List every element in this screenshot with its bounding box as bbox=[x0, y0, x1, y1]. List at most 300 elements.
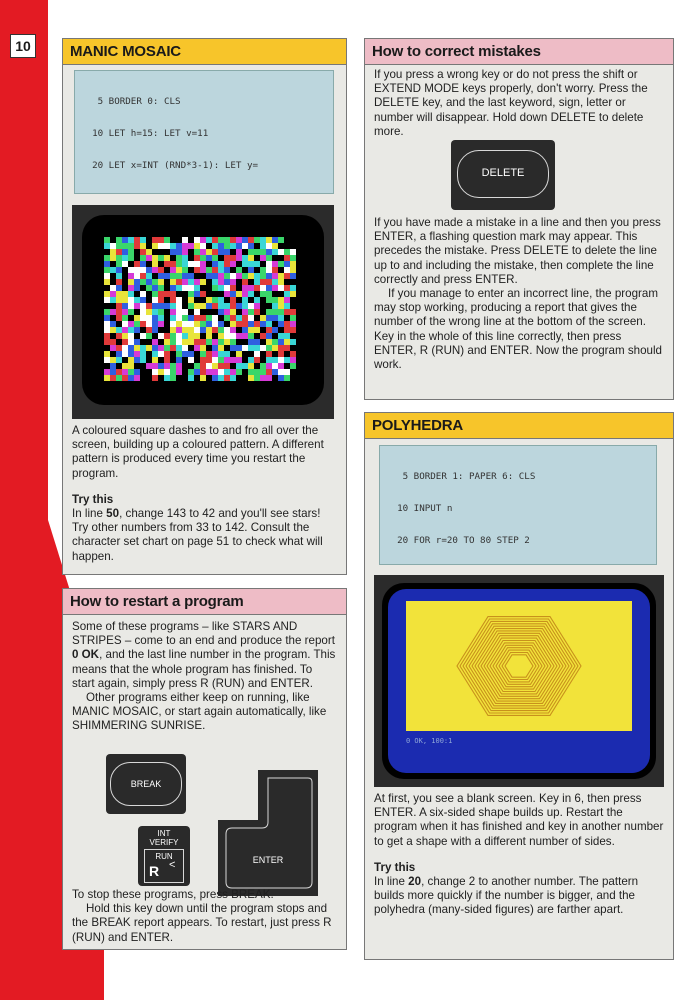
mosaic-square bbox=[248, 237, 254, 243]
mosaic-square bbox=[116, 333, 122, 339]
mosaic-square bbox=[128, 273, 134, 279]
mosaic-square bbox=[158, 333, 164, 339]
mosaic-square bbox=[272, 267, 278, 273]
mosaic-square bbox=[176, 315, 182, 321]
mosaic-square bbox=[290, 291, 296, 297]
mosaic-square bbox=[260, 285, 266, 291]
mosaic-square bbox=[194, 237, 200, 243]
mosaic-square bbox=[140, 249, 146, 255]
mosaic-square bbox=[224, 249, 230, 255]
mosaic-square bbox=[104, 267, 110, 273]
mosaic-square bbox=[164, 363, 170, 369]
mosaic-square bbox=[272, 279, 278, 285]
mosaic-square bbox=[134, 357, 140, 363]
mosaic-square bbox=[104, 291, 110, 297]
mosaic-square bbox=[236, 351, 242, 357]
mosaic-square bbox=[158, 273, 164, 279]
mosaic-square bbox=[140, 267, 146, 273]
mosaic-square bbox=[176, 321, 182, 327]
mosaic-square bbox=[236, 303, 242, 309]
mosaic-square bbox=[116, 357, 122, 363]
mosaic-square bbox=[200, 237, 206, 243]
mosaic-square bbox=[194, 255, 200, 261]
mosaic-square bbox=[182, 315, 188, 321]
mosaic-square bbox=[218, 279, 224, 285]
mosaic-square bbox=[218, 363, 224, 369]
mosaic-square bbox=[290, 267, 296, 273]
mosaic-square bbox=[284, 333, 290, 339]
mosaic-square bbox=[140, 279, 146, 285]
delete-key-face: DELETE bbox=[457, 150, 549, 198]
mosaic-square bbox=[200, 339, 206, 345]
mosaic-square bbox=[122, 351, 128, 357]
mosaic-square bbox=[170, 261, 176, 267]
mosaic-square bbox=[260, 279, 266, 285]
mosaic-square bbox=[230, 273, 236, 279]
mosaic-square bbox=[200, 321, 206, 327]
mosaic-square bbox=[140, 297, 146, 303]
mosaic-square bbox=[146, 303, 152, 309]
mosaic-square bbox=[236, 345, 242, 351]
mosaic-square bbox=[230, 357, 236, 363]
mosaic-square bbox=[248, 345, 254, 351]
mosaic-square bbox=[134, 237, 140, 243]
mosaic-square bbox=[290, 321, 296, 327]
polyhedra-drawing bbox=[382, 583, 656, 779]
mosaic-square bbox=[170, 291, 176, 297]
mosaic-square bbox=[188, 321, 194, 327]
mosaic-square bbox=[242, 345, 248, 351]
mosaic-square bbox=[164, 339, 170, 345]
mosaic-square bbox=[146, 279, 152, 285]
mosaic-square bbox=[248, 243, 254, 249]
mosaic-square bbox=[248, 255, 254, 261]
mosaic-square bbox=[224, 375, 230, 381]
mosaic-square bbox=[254, 297, 260, 303]
restart-p4: Hold this key down until the program stops and the BREAK report appears. To restart, just press R (RUN) and ENTER. bbox=[72, 902, 332, 944]
mosaic-square bbox=[194, 363, 200, 369]
mosaic-square bbox=[266, 261, 272, 267]
mosaic-square bbox=[152, 345, 158, 351]
mosaic-square bbox=[152, 363, 158, 369]
mosaic-square bbox=[182, 321, 188, 327]
mosaic-square bbox=[128, 255, 134, 261]
mosaic-square bbox=[170, 363, 176, 369]
mosaic-square bbox=[140, 351, 146, 357]
mosaic-square bbox=[182, 279, 188, 285]
mosaic-square bbox=[218, 327, 224, 333]
mosaic-square bbox=[248, 285, 254, 291]
mosaic-square bbox=[224, 279, 230, 285]
mosaic-square bbox=[278, 285, 284, 291]
mosaic-square bbox=[206, 327, 212, 333]
mosaic-square bbox=[212, 273, 218, 279]
mosaic-square bbox=[218, 339, 224, 345]
mosaic-square bbox=[278, 237, 284, 243]
mosaic-square bbox=[200, 369, 206, 375]
mosaic-square bbox=[140, 273, 146, 279]
mosaic-square bbox=[188, 273, 194, 279]
mosaic-square bbox=[278, 357, 284, 363]
mosaic-square bbox=[266, 279, 272, 285]
mosaic-square bbox=[272, 303, 278, 309]
mosaic-square bbox=[164, 237, 170, 243]
mosaic-square bbox=[110, 249, 116, 255]
mosaic-square bbox=[194, 261, 200, 267]
mosaic-square bbox=[224, 339, 230, 345]
mosaic-square bbox=[260, 369, 266, 375]
mosaic-square bbox=[116, 351, 122, 357]
mosaic-square bbox=[236, 291, 242, 297]
mosaic-square bbox=[152, 261, 158, 267]
mosaic-square bbox=[218, 237, 224, 243]
polyhedra-text bbox=[374, 792, 666, 918]
mosaic-square bbox=[290, 255, 296, 261]
mosaic-square bbox=[278, 363, 284, 369]
mosaic-square bbox=[284, 345, 290, 351]
mosaic-square bbox=[266, 375, 272, 381]
r-run-key bbox=[138, 826, 190, 886]
mosaic-square bbox=[278, 303, 284, 309]
mosaic-square bbox=[260, 255, 266, 261]
mosaic-square bbox=[224, 333, 230, 339]
mosaic-square bbox=[224, 351, 230, 357]
mosaic-square bbox=[146, 327, 152, 333]
mosaic-square bbox=[176, 345, 182, 351]
mosaic-square bbox=[122, 249, 128, 255]
mosaic-square bbox=[284, 285, 290, 291]
mosaic-square bbox=[116, 297, 122, 303]
mosaic-square bbox=[200, 363, 206, 369]
mosaic-square bbox=[248, 261, 254, 267]
mosaic-square bbox=[254, 351, 260, 357]
mosaic-square bbox=[242, 243, 248, 249]
mosaic-square bbox=[158, 345, 164, 351]
mosaic-square bbox=[128, 339, 134, 345]
mosaic-square bbox=[110, 345, 116, 351]
mosaic-square bbox=[152, 279, 158, 285]
mosaic-square bbox=[266, 351, 272, 357]
mosaic-square bbox=[206, 351, 212, 357]
mistakes-title: How to correct mistakes bbox=[365, 39, 673, 65]
mosaic-square bbox=[164, 291, 170, 297]
mosaic-square bbox=[242, 315, 248, 321]
mosaic-square bbox=[248, 273, 254, 279]
mosaic-square bbox=[278, 309, 284, 315]
polyhedra-try-text: In line 20, change 2 to another number. The pattern builds more quickly if the number is bigger, and the polyhedra (many-sided figures) are farther apart. bbox=[374, 875, 639, 917]
mosaic-square bbox=[230, 261, 236, 267]
mosaic-square bbox=[170, 243, 176, 249]
mosaic-square bbox=[176, 351, 182, 357]
mosaic-square bbox=[158, 291, 164, 297]
mosaic-square bbox=[176, 285, 182, 291]
listing-line: 10 INPUT n bbox=[386, 502, 453, 514]
mosaic-square bbox=[242, 291, 248, 297]
mosaic-square bbox=[260, 321, 266, 327]
mosaic-square bbox=[212, 243, 218, 249]
mosaic-square bbox=[146, 255, 152, 261]
mosaic-square bbox=[260, 243, 266, 249]
mosaic-square bbox=[134, 315, 140, 321]
mosaic-square bbox=[164, 255, 170, 261]
manic-mosaic-description: A coloured square dashes to and fro all over the screen, building up a coloured pattern. A different pattern is produced every time you restart the program. bbox=[72, 424, 324, 480]
mosaic-square bbox=[122, 315, 128, 321]
mosaic-square bbox=[140, 303, 146, 309]
mosaic-square bbox=[152, 297, 158, 303]
mosaic-square bbox=[212, 303, 218, 309]
mosaic-square bbox=[200, 291, 206, 297]
mosaic-square bbox=[272, 363, 278, 369]
mosaic-square bbox=[242, 321, 248, 327]
mosaic-square bbox=[230, 279, 236, 285]
mosaic-square bbox=[170, 309, 176, 315]
enter-key bbox=[218, 770, 318, 896]
mosaic-square bbox=[170, 249, 176, 255]
mosaic-square bbox=[212, 261, 218, 267]
break-key bbox=[106, 754, 186, 814]
mosaic-square bbox=[134, 261, 140, 267]
mosaic-square bbox=[266, 321, 272, 327]
manic-mosaic-listing bbox=[74, 70, 334, 194]
mosaic-square bbox=[230, 237, 236, 243]
mosaic-square bbox=[290, 273, 296, 279]
r-key-run: RUN bbox=[155, 852, 173, 861]
mosaic-square bbox=[194, 285, 200, 291]
mosaic-square bbox=[224, 315, 230, 321]
mosaic-square bbox=[128, 267, 134, 273]
mosaic-square bbox=[278, 345, 284, 351]
mosaic-square bbox=[182, 285, 188, 291]
mosaic-square bbox=[224, 309, 230, 315]
mosaic-square bbox=[200, 279, 206, 285]
mosaic-square bbox=[236, 273, 242, 279]
mosaic-square bbox=[110, 339, 116, 345]
mosaic-square bbox=[272, 243, 278, 249]
mosaic-square bbox=[188, 279, 194, 285]
mosaic-square bbox=[176, 303, 182, 309]
mosaic-square bbox=[242, 297, 248, 303]
mosaic-square bbox=[230, 375, 236, 381]
mosaic-square bbox=[266, 285, 272, 291]
mosaic-square bbox=[122, 375, 128, 381]
mosaic-square bbox=[140, 237, 146, 243]
mosaic-square bbox=[212, 255, 218, 261]
mosaic-square bbox=[134, 297, 140, 303]
r-key-int: INT bbox=[157, 829, 171, 838]
mosaic-square bbox=[134, 327, 140, 333]
mosaic-square bbox=[242, 279, 248, 285]
mosaic-square bbox=[266, 327, 272, 333]
mosaic-square bbox=[134, 273, 140, 279]
mosaic-square bbox=[146, 315, 152, 321]
mosaic-square bbox=[254, 339, 260, 345]
mosaic-square bbox=[104, 255, 110, 261]
mosaic-square bbox=[242, 237, 248, 243]
mosaic-square bbox=[152, 327, 158, 333]
mosaic-square bbox=[242, 333, 248, 339]
mosaic-square bbox=[176, 363, 182, 369]
mosaic-square bbox=[104, 321, 110, 327]
mosaic-square bbox=[152, 357, 158, 363]
mosaic-square bbox=[212, 327, 218, 333]
mosaic-square bbox=[116, 273, 122, 279]
restart-title: How to restart a program bbox=[63, 589, 346, 615]
mosaic-square bbox=[164, 369, 170, 375]
page-edge-band bbox=[0, 0, 48, 1000]
mosaic-square bbox=[134, 345, 140, 351]
mosaic-square bbox=[272, 297, 278, 303]
mosaic-square bbox=[176, 261, 182, 267]
mosaic-square bbox=[200, 375, 206, 381]
mosaic-square bbox=[188, 333, 194, 339]
mosaic-square bbox=[224, 369, 230, 375]
mosaic-square bbox=[128, 297, 134, 303]
mosaic-square bbox=[200, 345, 206, 351]
mosaic-square bbox=[248, 249, 254, 255]
mosaic-square bbox=[248, 327, 254, 333]
mosaic-square bbox=[140, 345, 146, 351]
mosaic-square bbox=[158, 237, 164, 243]
mosaic-square bbox=[224, 273, 230, 279]
mosaic-square bbox=[176, 249, 182, 255]
mosaic-square bbox=[140, 357, 146, 363]
mosaic-square bbox=[194, 303, 200, 309]
mosaic-square bbox=[218, 375, 224, 381]
mosaic-square bbox=[158, 321, 164, 327]
mosaic-square bbox=[272, 315, 278, 321]
mosaic-square bbox=[212, 237, 218, 243]
mosaic-square bbox=[272, 273, 278, 279]
mosaic-square bbox=[116, 315, 122, 321]
mosaic-square bbox=[110, 267, 116, 273]
listing-line: 5 BORDER 1: PAPER 6: CLS bbox=[386, 470, 536, 482]
mosaic-square bbox=[158, 303, 164, 309]
mosaic-square bbox=[176, 333, 182, 339]
mosaic-square bbox=[242, 273, 248, 279]
mosaic-square bbox=[266, 333, 272, 339]
mosaic-square bbox=[224, 357, 230, 363]
mosaic-square bbox=[164, 345, 170, 351]
mosaic-square bbox=[206, 297, 212, 303]
mosaic-square bbox=[146, 273, 152, 279]
restart-p1: Some of these programs – like STARS AND STRIPES – come to an end and produce the report 0 OK, and the last line number in the program. This means that the whole program has finished. To start again, simply press R (RUN) and ENTER. bbox=[72, 620, 336, 690]
mosaic-square bbox=[170, 315, 176, 321]
mosaic-square bbox=[254, 327, 260, 333]
enter-key-label: ENTER bbox=[252, 855, 284, 865]
mosaic-square bbox=[146, 363, 152, 369]
mosaic-square bbox=[128, 351, 134, 357]
mosaic-square bbox=[212, 297, 218, 303]
mosaic-square bbox=[188, 375, 194, 381]
mosaic-square bbox=[116, 327, 122, 333]
mosaic-square bbox=[290, 315, 296, 321]
mosaic-square bbox=[104, 261, 110, 267]
mosaic-square bbox=[152, 243, 158, 249]
mosaic-square bbox=[278, 273, 284, 279]
mosaic-square bbox=[128, 237, 134, 243]
mosaic-square bbox=[116, 249, 122, 255]
mosaic-square bbox=[176, 243, 182, 249]
mosaic-square bbox=[254, 357, 260, 363]
r-key-face bbox=[144, 849, 184, 883]
mosaic-square bbox=[200, 357, 206, 363]
mosaic-square bbox=[272, 339, 278, 345]
mosaic-square bbox=[140, 243, 146, 249]
mosaic-square bbox=[230, 303, 236, 309]
mosaic-square bbox=[188, 303, 194, 309]
mosaic-square bbox=[104, 237, 110, 243]
mosaic-square bbox=[134, 369, 140, 375]
mosaic-square bbox=[290, 249, 296, 255]
mosaic-square bbox=[212, 315, 218, 321]
mosaic-square bbox=[182, 333, 188, 339]
listing-line: 20 FOR r=20 TO 80 STEP 2 bbox=[386, 535, 530, 547]
mosaic-square bbox=[146, 321, 152, 327]
mosaic-square bbox=[146, 249, 152, 255]
mosaic-square bbox=[260, 333, 266, 339]
mosaic-square bbox=[188, 357, 194, 363]
mosaic-square bbox=[146, 267, 152, 273]
mosaic-square bbox=[248, 333, 254, 339]
mosaic-square bbox=[278, 279, 284, 285]
mosaic-square bbox=[152, 291, 158, 297]
mosaic-square bbox=[128, 369, 134, 375]
mosaic-square bbox=[116, 345, 122, 351]
restart-text bbox=[72, 620, 337, 734]
mosaic-square bbox=[158, 315, 164, 321]
mosaic-square bbox=[284, 255, 290, 261]
mosaic-square bbox=[218, 321, 224, 327]
polyhedra-try-heading: Try this bbox=[374, 860, 416, 874]
mosaic-square bbox=[194, 243, 200, 249]
mosaic-square bbox=[212, 321, 218, 327]
mosaic-square bbox=[116, 255, 122, 261]
mosaic-square bbox=[272, 327, 278, 333]
mosaic-square bbox=[206, 249, 212, 255]
mosaic-square bbox=[158, 285, 164, 291]
mosaic-square bbox=[200, 327, 206, 333]
mosaic-square bbox=[122, 261, 128, 267]
mosaic-square bbox=[230, 285, 236, 291]
manic-try-heading: Try this bbox=[72, 492, 114, 506]
mosaic-square bbox=[176, 273, 182, 279]
mosaic-square bbox=[254, 273, 260, 279]
listing-line: 5 BORDER 0: CLS bbox=[81, 95, 181, 107]
mosaic-square bbox=[248, 339, 254, 345]
r-key-letter: R bbox=[149, 863, 160, 879]
manic-mosaic-title: MANIC MOSAIC bbox=[63, 39, 346, 65]
mosaic-square bbox=[158, 363, 164, 369]
mosaic-square bbox=[200, 261, 206, 267]
mosaic-square bbox=[158, 255, 164, 261]
mosaic-square bbox=[218, 345, 224, 351]
mosaic-square bbox=[284, 267, 290, 273]
mosaic-square bbox=[212, 279, 218, 285]
mosaic-square bbox=[134, 303, 140, 309]
mosaic-square bbox=[134, 285, 140, 291]
mosaic-square bbox=[266, 249, 272, 255]
mosaic-square bbox=[158, 309, 164, 315]
mosaic-square bbox=[116, 309, 122, 315]
mosaic-square bbox=[152, 303, 158, 309]
mosaic-square bbox=[272, 237, 278, 243]
mosaic-square bbox=[152, 369, 158, 375]
mosaic-square bbox=[236, 243, 242, 249]
mosaic-square bbox=[164, 273, 170, 279]
mosaic-square bbox=[260, 345, 266, 351]
mosaic-square bbox=[200, 249, 206, 255]
mistakes-p2: If you have made a mistake in a line and then you press ENTER, a flashing question mark may appear. This precedes the mistake. Press DELETE to delete the line up to and including the mistake, then complete the line correctly and press ENTER. bbox=[374, 216, 661, 286]
